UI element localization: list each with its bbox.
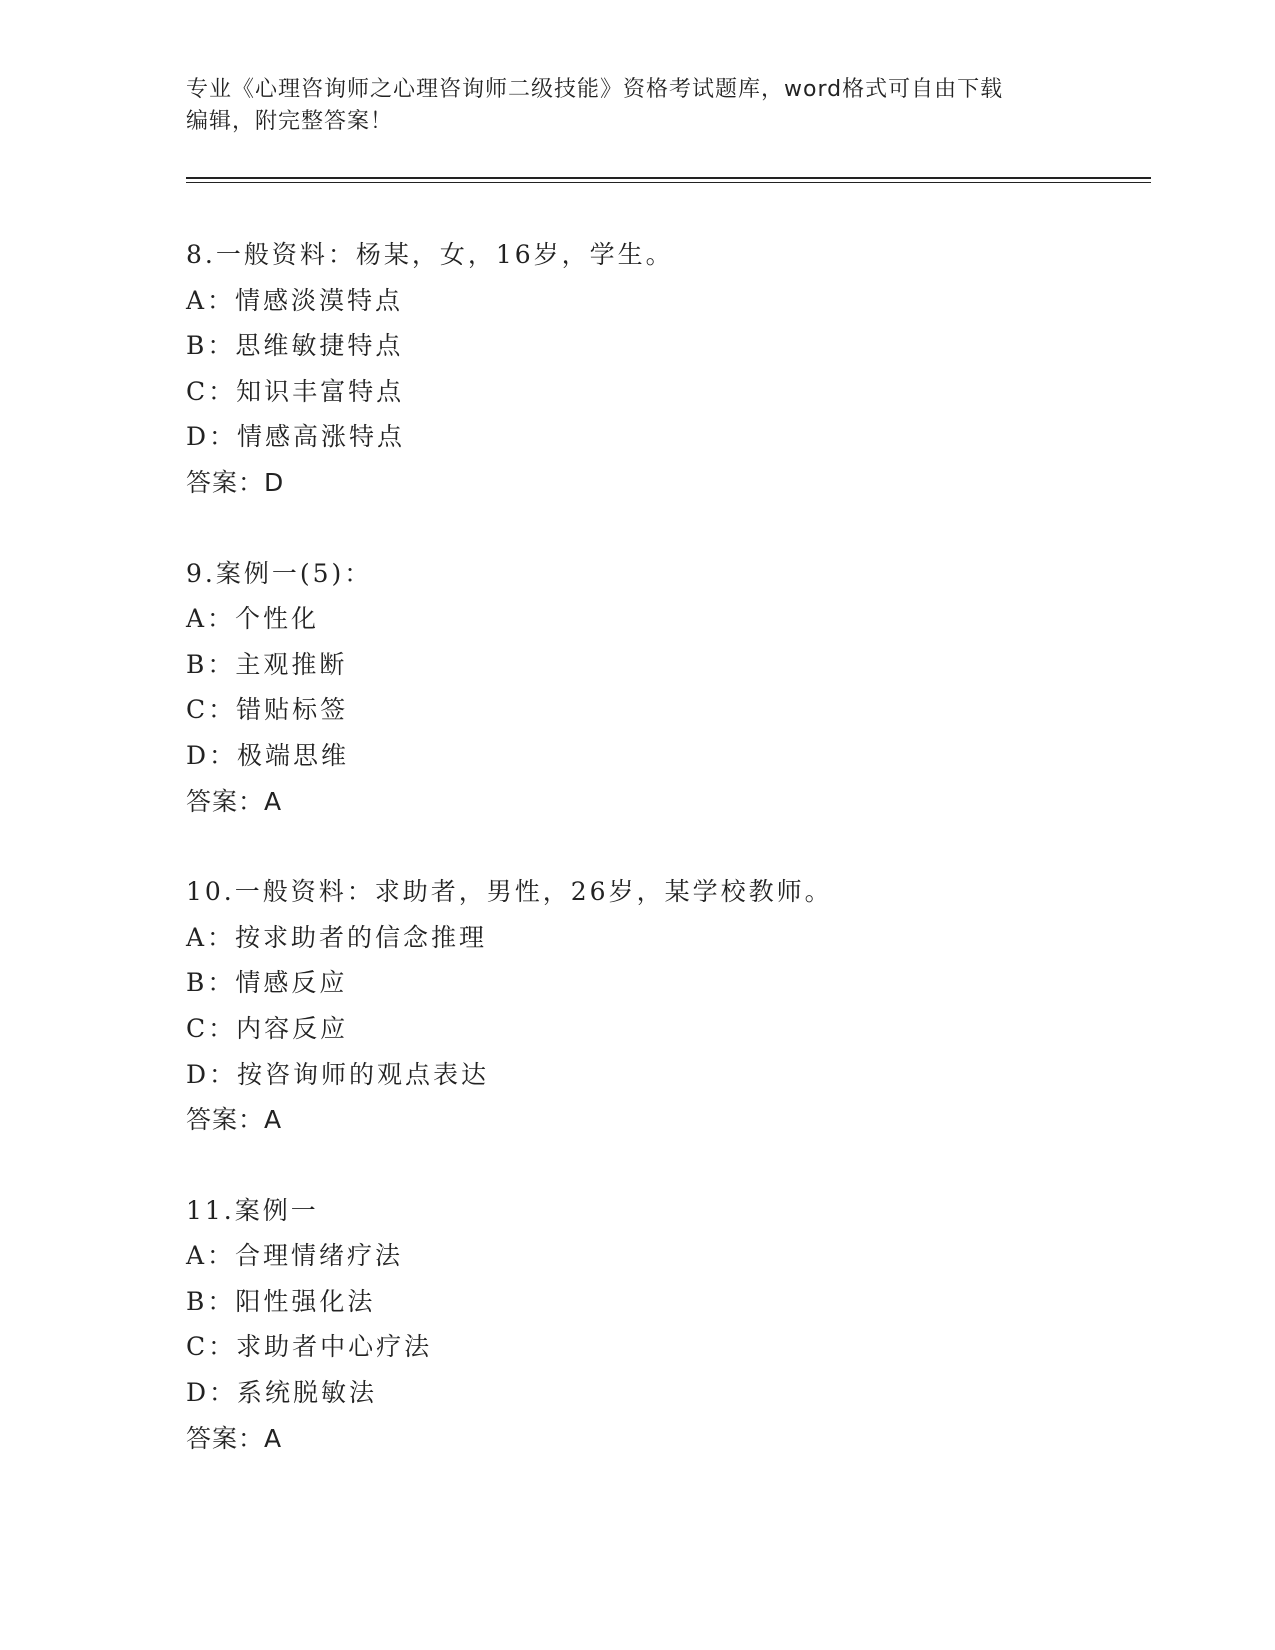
option-b: B：主观推断 bbox=[186, 649, 348, 679]
option-a: A：合理情绪疗法 bbox=[186, 1241, 404, 1271]
option-b: B：思维敏捷特点 bbox=[186, 331, 404, 361]
question-8 bbox=[186, 232, 1146, 506]
answer: 答案：D bbox=[186, 467, 285, 497]
answer: 答案：A bbox=[186, 1423, 283, 1453]
option-c: C：错贴标签 bbox=[186, 695, 349, 725]
document-header bbox=[186, 74, 1086, 138]
question-11 bbox=[186, 1188, 1146, 1462]
question-10 bbox=[186, 869, 1146, 1143]
option-a: A：个性化 bbox=[186, 604, 320, 634]
answer: 答案：A bbox=[186, 1105, 283, 1135]
option-d: D：系统脱敏法 bbox=[186, 1378, 378, 1408]
header-line-2: 编辑，附完整答案！ bbox=[186, 109, 394, 134]
question-9 bbox=[186, 551, 1146, 825]
question-stem: 11.案例一 bbox=[186, 1195, 319, 1225]
option-c: C：内容反应 bbox=[186, 1013, 349, 1043]
option-a: A：按求助者的信念推理 bbox=[186, 922, 488, 952]
header-divider-thick bbox=[186, 177, 1151, 179]
question-stem: 8.一般资料：杨某，女，16岁，学生。 bbox=[186, 240, 674, 269]
header-divider-thin bbox=[186, 182, 1151, 183]
question-list bbox=[186, 232, 1146, 1506]
option-d: D：按咨询师的观点表达 bbox=[186, 1059, 490, 1089]
question-stem: 10.一般资料：求助者，男性，26岁，某学校教师。 bbox=[186, 877, 833, 907]
option-d: D：情感高涨特点 bbox=[186, 422, 406, 452]
option-a: A：情感淡漠特点 bbox=[186, 285, 404, 315]
option-d: D：极端思维 bbox=[186, 740, 350, 770]
option-c: C：知识丰富特点 bbox=[186, 376, 405, 406]
option-c: C：求助者中心疗法 bbox=[186, 1332, 433, 1362]
answer: 答案：A bbox=[186, 786, 283, 816]
option-b: B：阳性强化法 bbox=[186, 1286, 376, 1316]
question-stem: 9.案例一(5)： bbox=[186, 558, 373, 588]
header-line-1: 专业《心理咨询师之心理咨询师二级技能》资格考试题库，word格式可自由下载 bbox=[186, 77, 1004, 102]
option-b: B：情感反应 bbox=[186, 968, 348, 998]
